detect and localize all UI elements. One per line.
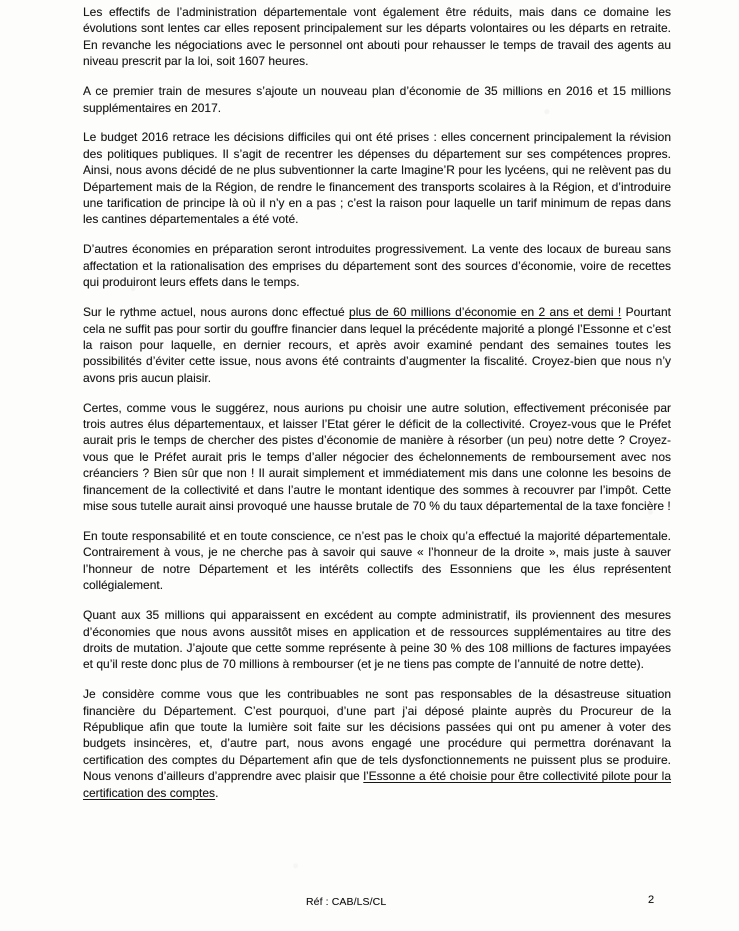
paragraph xyxy=(83,400,671,515)
text-segment: Certes, comme vous le suggérez, nous aurions pu choisir une autre solution, effectivement préconisée par trois autres élus départementaux, et laisser l’Etat gérer le déficit de la collectivité. Croyez-vous que le Préfet aurait pris le temps de chercher des pistes d’économie de manière à résorber (un peu) notre dette ? Croyez-vous que le Préfet aurait pris le temps d’aller négocier des échelonnements de remboursement avec nos créanciers ? Bien sûr que non ! Il aurait simplement et immédiatement mis dans une colonne les besoins de financement de la collectivité et dans l’autre le montant identique des sommes à recouvrer par l’impôt. Cette mise sous tutelle aurait ainsi provoqué une hausse brutale de 70 % du taux départemental de la taxe foncière ! xyxy=(83,400,671,514)
paragraph xyxy=(83,607,671,673)
text-segment: Pourtant cela ne suffit pas pour sortir du gouffre financier dans lequel la précédente majorité a plongé l’Essonne et c’est la raison pour laquelle, en dernier recours, et après avoir examiné pendant des semaines toutes les possibilités d’éviter cette issue, nous avons été contraints d’augmenter la fiscalité. Croyez-bien que nous n’y avons pris aucun plaisir. xyxy=(83,305,671,385)
underlined-phrase: plus de 60 millions d’économie en 2 ans et demi ! xyxy=(349,305,622,320)
paragraph xyxy=(83,304,671,386)
text-segment: Les effectifs de l’administration départementale vont également être réduits, mais dans ce domaine les évolutions sont lentes car elles reposent principalement sur les départs volontaires ou les départs en retraite. En revanche les négociations avec le personnel ont abouti pour rehausser le temps de travail des agents au niveau prescrit par la loi, soit 1607 heures. xyxy=(83,5,671,69)
text-segment: Je considère comme vous que les contribuables ne sont pas responsables de la désastreuse situation financière du Département. C’est pourquoi, d’une part j’ai déposé plainte auprès du Procureur de la République afin que toute la lumière soit faite sur les décisions passées qui ont pu amener à voter des budgets insincères, et, d’autre part, nous avons engagé une procédure qui permettra dorénavant la certification des comptes du Département afin que de tels dysfonctionnements ne puissent plus se produire. Nous venons d’ailleurs d’apprendre avec plaisir que xyxy=(83,687,671,784)
text-segment: Sur le rythme actuel, nous aurons donc effectué xyxy=(83,305,350,320)
text-segment: Le budget 2016 retrace les décisions difficiles qui ont été prises : elles concernent principalement la révision des politiques publiques. Il s’agit de recentrer les dépenses du département sur ses compétences propres. Ainsi, nous avons décidé de ne plus subventionner la carte Imagine’R pour les lycéens, qui ne relèvent pas du Département mais de la Région, de rendre le financement des transports scolaires à la Région, et d’introduire une tarification de principe là où il n’y en a pas ; c’est la raison pour laquelle un tarif minimum de repas dans les cantines départementales a été voté. xyxy=(83,130,671,227)
text-segment: . xyxy=(215,785,219,800)
paragraph xyxy=(83,241,671,290)
page-number: 2 xyxy=(648,894,655,906)
paragraph xyxy=(83,83,671,116)
underlined-phrase: l’Essonne a été choisie pour être collectivité pilote pour la certification des comptes xyxy=(83,769,671,800)
text-segment: D’autres économies en préparation seront introduites progressivement. La vente des locaux de bureau sans affectation et la rationalisation des emprises du département sont des sources d’économie, voire de recettes qui produiront leurs effets dans le temps. xyxy=(83,242,671,290)
text-segment: A ce premier train de mesures s’ajoute un nouveau plan d’économie de 35 millions en 2016 et 15 millions supplémentaires en 2017. xyxy=(83,84,671,115)
footer-reference: Réf : CAB/LS/CL xyxy=(306,896,387,908)
paragraph xyxy=(83,129,671,227)
text-segment: En toute responsabilité et en toute conscience, ce n’est pas le choix qu’a effectué la majorité départementale. Contrairement à vous, je ne cherche pas à savoir qui sauve « l’honneur de la droite », mais juste à sauver l’honneur de notre Département et les intérêts collectifs des Essonniens que les élus représentent collégialement. xyxy=(83,528,671,593)
text-segment: Quant aux 35 millions qui apparaissent en excédent au compte administratif, ils proviennent des mesures d’économies que nous avons aussitôt mises en application et de ressources supplémentaires au titre des droits de mutation. J’ajoute que cette somme représente à peine 30 % des 108 millions de factures impayées et qu’il reste donc plus de 70 millions à rembourser (et je ne tiens pas compte de l’annuité de notre dette). xyxy=(83,608,671,672)
document-text xyxy=(83,4,671,815)
paragraph xyxy=(83,686,671,801)
paragraph xyxy=(83,4,671,70)
paragraph xyxy=(83,528,671,594)
